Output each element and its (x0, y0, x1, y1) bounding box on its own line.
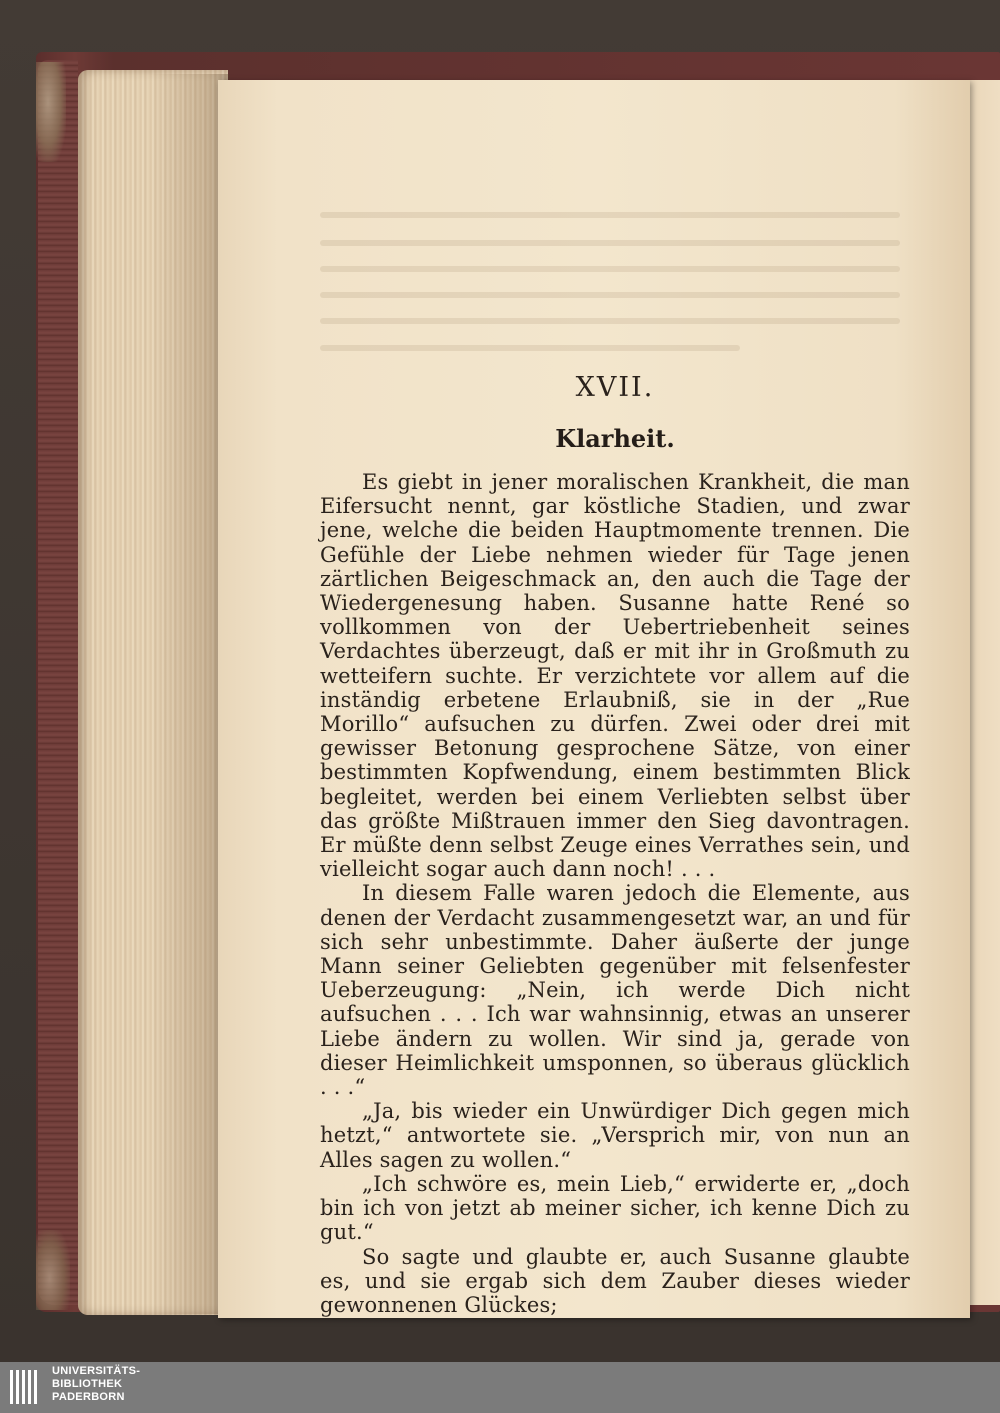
chapter-number: XVII. (575, 372, 655, 403)
bleed-through-line (320, 240, 900, 246)
bleed-through-line (320, 345, 740, 351)
chapter-title: Klarheit. (555, 424, 675, 453)
logo-line: PADERBORN (52, 1391, 125, 1403)
paragraph: In diesem Falle waren jedoch die Elemente, aus denen der Verdacht zusammengesetzt war, an und für sich sehr unbestimmte. Daher äußerte der junge Mann seiner Geliebten gegenüber mit felsenfester Ueberzeugung: „Nein, ich werde Dich nicht aufsuchen . . . Ich war wahnsinnig, etwas an unserer Liebe ändern zu wollen. Wir sind ja, gerade von dieser Heimlichkeit umsponnen, so überaus glücklich . . .“ (320, 881, 910, 1100)
logo-line: BIBLIOTHEK (52, 1378, 123, 1390)
bleed-through-line (320, 212, 900, 218)
logo-line: UNIVERSITÄTS- (52, 1365, 141, 1377)
library-logo-icon (8, 1366, 42, 1408)
page-body (320, 470, 910, 1317)
footer-bar (0, 1362, 1000, 1413)
paragraph: So sagte und glaubte er, auch Susanne glaubte es, und sie ergab sich dem Zauber dieses wieder gewonnenen Glückes; (320, 1244, 910, 1317)
paragraph: „Ich schwöre es, mein Lieb,“ erwiderte er, „doch bin ich von jetzt ab meiner sicher, ich kenne Dich zu gut.“ (320, 1171, 910, 1245)
library-logo-text (52, 1365, 140, 1404)
bleed-through-line (320, 266, 900, 272)
cover-wear-bottom (36, 1230, 70, 1310)
bleed-through-line (320, 318, 900, 324)
book-spine-edge (38, 60, 78, 1305)
bleed-through-line (320, 292, 900, 298)
paragraph: Es giebt in jener moralischen Krankheit, die man Eifersucht nennt, gar köstliche Stadien, und zwar jene, welche die beiden Hauptmomente trennen. Die Gefühle der Liebe nehmen wieder für Tage jenen zärtlichen Beigeschmack an, den auch die Tage der Wiedergenesung haben. Susanne hatte René so vollkommen von der Uebertriebenheit seines Verdachtes überzeugt, daß er mit ihr in Großmuth zu wetteifern suchte. Er verzichtete vor allem auf die inständig erbetene Erlaubniß, sie in der „Rue Morillo“ aufsuchen zu dürfen. Zwei oder drei mit gewisser Betonung gesprochene Sätze, von einer bestimmten Kopfwendung, einem bestimmten Blick begleitet, werden bei einem Verliebten selbst über das größte Mißtrauen immer den Sieg davontragen. Er müßte denn selbst Zeuge eines Verrathes sein, und vielleicht sogar auch dann noch! . . . (320, 470, 910, 882)
paragraph: „Ja, bis wieder ein Unwürdiger Dich gegen mich hetzt,“ antwortete sie. „Versprich mir, von nun an Alles sagen zu wollen.“ (320, 1099, 910, 1172)
cover-wear-top (36, 62, 66, 162)
